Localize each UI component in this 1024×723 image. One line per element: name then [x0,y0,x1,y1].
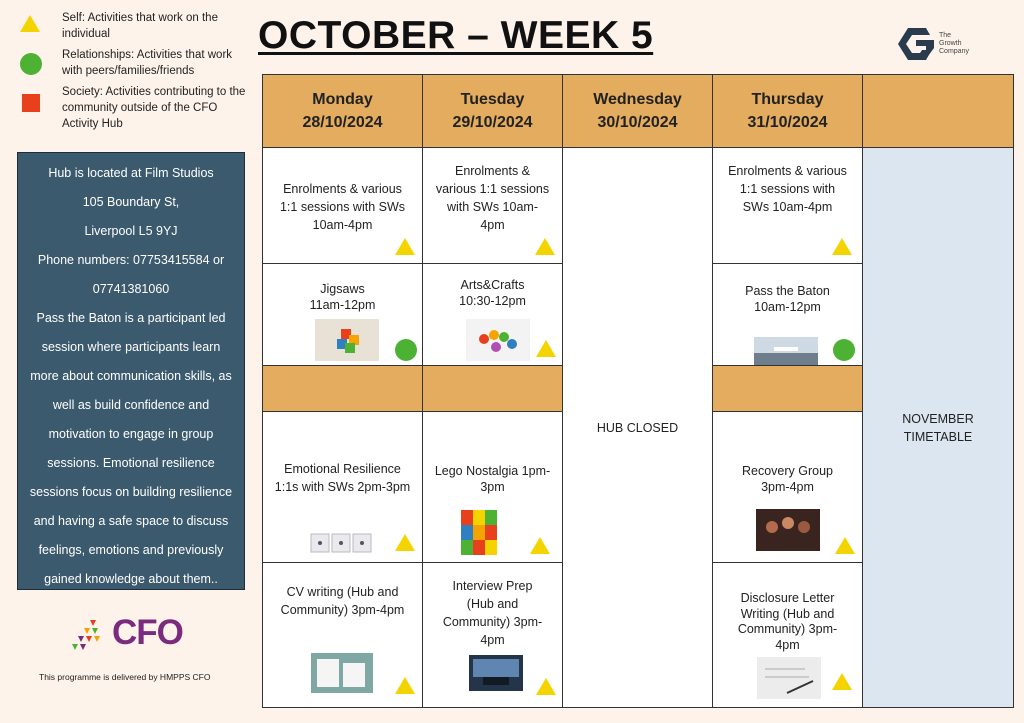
session-cell [262,147,423,264]
session-cell [262,562,423,708]
brand-name [939,32,969,56]
info-line: session where participants learn [41,340,221,354]
info-line: Liverpool L5 9YJ [84,224,178,238]
day-name: Wednesday [593,91,682,108]
header-wednesday [562,74,713,148]
legend-society-text: Society: Activities contributing to the community outside of the CFO Activity Hub [62,86,246,130]
lego-image [461,510,497,555]
hub-closed-text: HUB CLOSED [596,420,679,435]
triangle-icon [535,238,555,255]
session-cell [422,562,563,708]
info-line: and having a safe space to discuss [33,514,229,528]
cfo-chevrons-icon [70,620,114,650]
hub-info-box [17,152,245,590]
session-text: Enrolments & various 1:1 sessions with SWs 10am-4pm [279,182,406,232]
triangle-icon [832,238,852,255]
triangle-icon [536,678,556,695]
session-cell [262,411,423,563]
day-date: 28/10/2024 [302,114,383,131]
info-line: motivation to engage in group [48,427,214,441]
day-date: 30/10/2024 [597,114,678,131]
arts-crafts-image [466,319,530,361]
day-date: 31/10/2024 [747,114,828,131]
session-cell [712,263,863,366]
cfo-logo [70,613,200,654]
day-name: Tuesday [460,91,525,108]
header-monday [262,74,423,148]
day-name: Thursday [751,91,824,108]
session-cell [422,263,563,366]
cfo-logo-text: CFO [112,613,183,652]
spacer-cell [262,365,423,412]
footer-note: This programme is delivered by HMPPS CFO [39,672,211,682]
brand-line-3: Company [939,48,969,55]
info-line: sessions. Emotional resilience [47,456,215,470]
info-line: 07741381060 [92,282,170,296]
cv-writing-image [311,653,373,693]
triangle-icon [835,537,855,554]
info-line: Pass the Baton is a participant led [36,311,226,325]
info-line: 105 Boundary St, [82,195,180,209]
legend-self-text: Self: Activities that work on the individual [62,12,218,40]
triangle-icon [832,673,852,690]
legend-self [14,10,250,42]
growth-company-icon [896,26,936,62]
session-cell [712,411,863,563]
session-cell [262,263,423,366]
session-text: Pass the Baton 10am-12pm [745,284,830,314]
triangle-icon [395,238,415,255]
session-text: Lego Nostalgia 1pm-3pm [434,464,551,494]
session-text: Arts&Crafts 10:30-12pm [459,278,526,308]
triangle-icon [20,15,40,32]
session-text: Enrolments & various 1:1 sessions with SWs 10am-4pm [728,164,847,214]
circle-icon [395,339,417,361]
legend-society [14,84,250,132]
info-line: sessions focus on building resilience [29,485,233,499]
jigsaw-image [315,319,379,361]
square-icon [22,94,40,112]
session-cell [422,147,563,264]
spacer-cell [712,365,863,412]
brand-line-2: Growth [939,40,962,47]
header-tuesday [422,74,563,148]
triangle-icon [536,340,556,357]
header-thursday [712,74,863,148]
interview-prep-image [469,655,523,691]
session-text: Interview Prep (Hub and Community) 3pm-4pm [442,579,543,647]
session-text: CV writing (Hub and Community) 3pm-4pm [280,585,405,617]
november-timetable-text: NOVEMBER TIMETABLE [902,411,974,444]
spacer-cell [422,365,563,412]
wednesday-closed [562,147,713,708]
legend-relationships-text: Relationships: Activities that work with peers/families/friends [62,49,233,77]
session-text: Emotional Resilience 1:1s with SWs 2pm-3pm [274,462,411,494]
session-cell [712,147,863,264]
info-line: well as build confidence and [52,398,210,412]
legend [14,10,250,137]
triangle-icon [530,537,550,554]
growth-company-logo [896,26,996,66]
recovery-group-image [756,509,820,551]
session-text: Recovery Group 3pm-4pm [741,464,833,494]
emotion-faces-image [309,532,373,554]
november-timetable [862,147,1014,708]
disclosure-letter-image [757,657,821,699]
info-line: gained knowledge about them.. [44,572,218,586]
brand-line-1: The [939,32,952,39]
session-text: Enrolments & various 1:1 sessions with SWs 10am-4pm [435,164,550,232]
info-line: more about communication skills, as [30,369,232,383]
page-title: OCTOBER – WEEK 5 [258,14,654,57]
session-text: Jigsaws 11am-12pm [309,282,376,312]
triangle-icon [395,677,415,694]
triangle-icon [395,534,415,551]
session-text: Disclosure Letter Writing (Hub and Community) 3pm-4pm [737,591,838,652]
info-line: feelings, emotions and previously [38,543,224,557]
info-line: Phone numbers: 07753415584 or [37,253,225,267]
circle-icon [833,339,855,361]
session-cell [712,562,863,708]
circle-icon [20,53,42,75]
day-date: 29/10/2024 [452,114,533,131]
session-cell [422,411,563,563]
legend-relationships [14,47,250,79]
timetable-grid [262,74,1014,708]
info-line: Hub is located at Film Studios [48,166,214,180]
header-blank [862,74,1014,148]
day-name: Monday [312,91,373,108]
